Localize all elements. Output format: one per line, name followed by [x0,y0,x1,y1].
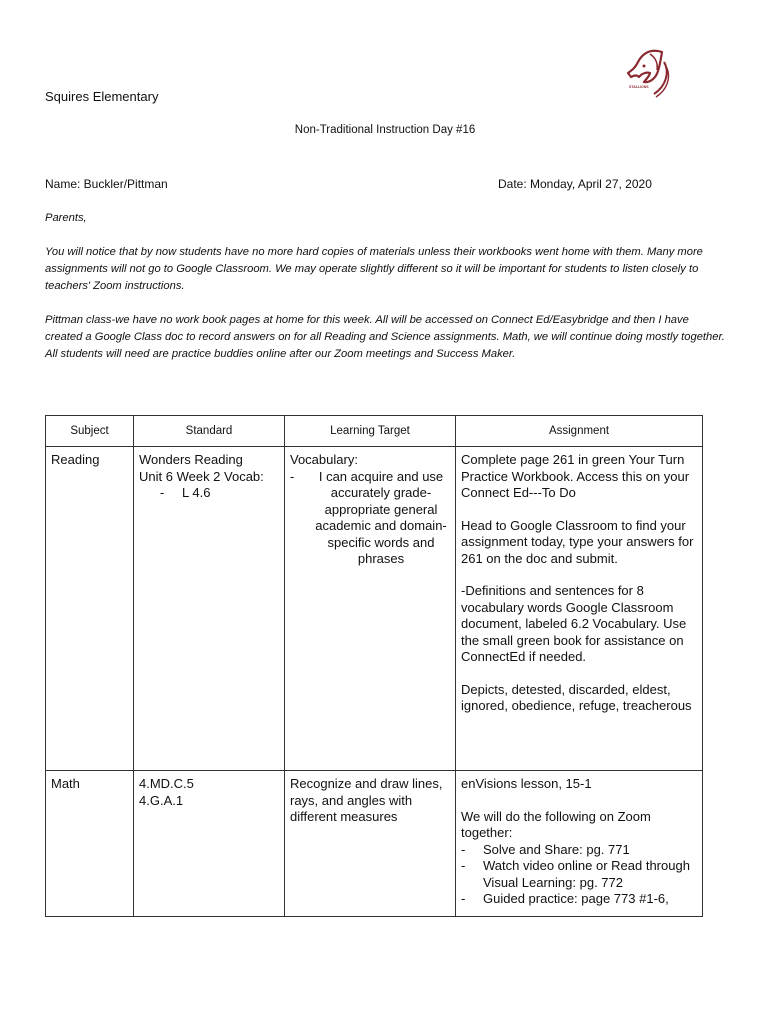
letter-paragraph-1: You will notice that by now students have no more hard copies of materials unless their workbooks went home with them. Many more assignments will not go to Google Classroom. We may operate slightly different so it will be important for students to listen closely to teachers' Zoom instructions. [45,246,703,292]
learning-target-cell [285,447,456,771]
header-subject: Subject [46,416,134,447]
assignment-paragraph: Complete page 261 in green Your Turn Practice Workbook. Access this on your Connect Ed---To Do [461,452,690,500]
assignment-cell [456,447,703,771]
subject-cell: Math [46,771,134,917]
letter-paragraph-2: Pittman class-we have no work book pages at home for this week. All will be accessed on Connect Ed/Easybridge and then I have created a Google Class doc to record answers on for all Reading and Science assignments. Math, we will continue doing mostly together. All students will need are practice buddies online after our Zoom meetings and Success Maker. [45,314,725,360]
logo-text: STALLIONS [629,85,649,89]
target-item: - I can acquire and use accurately grade-appropriate general academic and domain-specific words and phrases [290,469,450,568]
header-standard: Standard [134,416,285,447]
assignment-paragraph: Head to Google Classroom to find your assignment today, type your answers for 261 on the doc and submit. [461,517,694,566]
assignment-list [461,842,697,908]
target-list [290,469,450,568]
assignment-paragraph: -Definitions and sentences for 8 vocabulary words Google Classroom document, labeled 6.2 Vocabulary. Use the small green book for assistance on ConnectEd if needed. [461,583,687,664]
list-item: - Solve and Share: pg. 771 [461,842,697,859]
assignment-paragraph: Depicts, detested, discarded, eldest, ignored, obedience, refuge, treacherous [461,681,692,713]
stallions-horse-logo-icon [620,46,670,102]
assignment-cell [456,771,703,917]
table-header-row [46,416,703,447]
greeting: Parents, [45,212,87,224]
standard-line: 4.MD.C.5 [139,776,194,791]
school-name: Squires Elementary [45,89,159,104]
table-row-reading [46,447,703,771]
list-item: - Guided practice: page 773 #1-6, [461,891,697,908]
standard-cell [134,447,285,771]
subject-cell: Reading [46,447,134,771]
standard-cell [134,771,285,917]
standard-item: - L 4.6 [139,485,279,502]
standard-line: Unit 6 Week 2 Vocab: [139,468,264,484]
teacher-name: Name: Buckler/Pittman [45,177,168,191]
header-learning-target: Learning Target [285,416,456,447]
page-title: Non-Traditional Instruction Day #16 [294,124,476,136]
target-label: Vocabulary: [290,452,358,467]
standard-line: 4.G.A.1 [139,792,184,808]
standard-line: Wonders Reading [139,452,243,467]
assignment-table [45,415,703,917]
table-row-math [46,771,703,917]
learning-target-cell: Recognize and draw lines, rays, and angles with different measures [285,771,456,917]
assignment-paragraph: enVisions lesson, 15-1 [461,776,592,791]
standard-list [139,485,279,502]
assignment-paragraph: We will do the following on Zoom together: [461,808,651,840]
header-assignment: Assignment [456,416,703,447]
list-item: - Watch video online or Read through Visual Learning: pg. 772 [461,858,697,891]
date-text: Date: Monday, April 27, 2020 [498,177,652,191]
